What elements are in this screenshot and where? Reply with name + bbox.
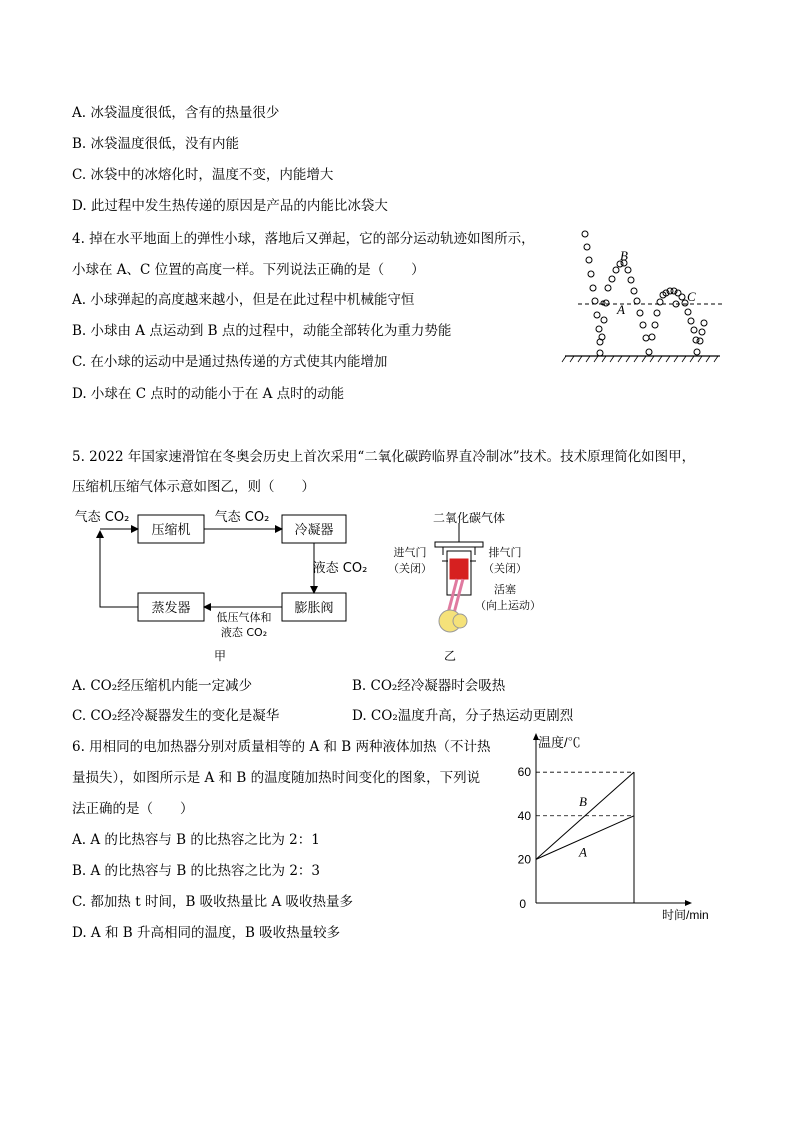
mix-label-line1: 低压气体和 [216, 611, 272, 624]
q4-option-c: C. 在小球的运动中是通过热传递的方式使其内能增加 [72, 354, 388, 370]
intake-valve-label: 进气门 [393, 546, 427, 559]
q6-option-d: D. A 和 B 升高相同的温度，B 吸收热量较多 [72, 925, 341, 941]
q3-option-a: A. 冰袋温度很低，含有的热量很少 [72, 105, 280, 121]
liquid-co2-label: 液态 CO₂ [312, 561, 368, 576]
evaporator-label: 蒸发器 [151, 601, 191, 616]
mix-label-line2: 液态 CO₂ [220, 626, 268, 639]
gas-co2-mid-label: 气态 CO₂ [214, 510, 270, 525]
y-tick-label-40: 40 [517, 808, 531, 823]
q3-option-d: D. 此过程中发生热传递的原因是产品的内能比冰袋大 [72, 198, 388, 214]
diagram-caption-jia: 甲 [213, 649, 227, 663]
co2-gas-label: 二氧化碳气体 [432, 511, 506, 525]
series-label-b: B [579, 793, 587, 809]
temperature-chart [500, 732, 730, 932]
q5-option-a: A. CO₂经压缩机内能一定减少 [72, 678, 253, 694]
q5-option-b: B. CO₂经冷凝器时会吸热 [352, 678, 506, 694]
label-a: A [617, 302, 625, 317]
q4-stem-line1: 4. 掉在水平地面上的弹性小球，落地后又弹起，它的部分运动轨迹如图所示， [72, 231, 535, 247]
x-axis-label: 时间/min [662, 908, 709, 922]
exhaust-valve-state: （关闭） [483, 562, 527, 575]
q6-option-b: B. A 的比热容与 B 的比热容之比为 2：3 [72, 863, 321, 879]
co2-cycle-diagram [70, 505, 390, 665]
condenser-label: 冷凝器 [294, 523, 334, 538]
series-label-a: A [579, 844, 587, 860]
q4-option-a: A. 小球弹起的高度越来越小，但是在此过程中机械能守恒 [72, 292, 415, 308]
piston-motion-label: （向上运动） [475, 599, 541, 612]
intake-valve-state: （关闭） [388, 562, 432, 575]
bounce-figure [560, 225, 725, 365]
q6-stem-line1: 6. 用相同的电加热器分别对质量相等的 A 和 B 两种液体加热（不计热 [72, 739, 491, 755]
q6-stem-line2: 量损失），如图所示是 A 和 B 的温度随加热时间变化的图象，下列说 [72, 770, 481, 786]
q6-option-c: C. 都加热 t 时间，B 吸收热量比 A 吸收热量多 [72, 894, 353, 910]
compressor-label: 压缩机 [151, 523, 191, 538]
q5-stem-line2: 压缩机压缩气体示意如图乙，则（ ） [72, 479, 315, 495]
piston-red [450, 559, 468, 579]
gas-co2-in-label: 气态 CO₂ [74, 510, 130, 525]
q6-stem-line3: 法正确的是（ ） [72, 801, 194, 817]
ground-hatching [562, 356, 718, 362]
q6-option-a: A. A 的比热容与 B 的比热容之比为 2：1 [72, 832, 320, 848]
q4-option-d: D. 小球在 C 点时的动能小于在 A 点时的动能 [72, 386, 345, 402]
piston-diagram [385, 505, 555, 665]
q3-option-b: B. 冰袋温度很低，没有内能 [72, 136, 240, 152]
x-axis-arrow [685, 900, 692, 906]
q5-stem-line1: 5. 2022 年国家速滑馆在冬奥会历史上首次采用“二氧化碳跨临界直冷制冰”技术。技术原理简化如图甲， [72, 449, 696, 465]
q4-stem-line2: 小球在 A、C 位置的高度一样。下列说法正确的是（ ） [72, 262, 425, 278]
origin-label: 0 [519, 897, 526, 911]
y-tick-label-20: 20 [517, 852, 531, 867]
q5-option-d: D. CO₂温度升高，分子热运动更剧烈 [352, 708, 574, 724]
label-b: B [620, 248, 628, 263]
exhaust-valve-label: 排气门 [488, 546, 522, 559]
label-c: C [687, 289, 696, 304]
y-tick-label-60: 60 [517, 765, 531, 780]
y-axis-label: 温度/℃ [538, 735, 581, 750]
q3-option-c: C. 冰袋中的冰熔化时，温度不变，内能增大 [72, 167, 334, 183]
q5-option-c: C. CO₂经冷凝器发生的变化是凝华 [72, 708, 280, 724]
expansion-valve-label: 膨胀阀 [294, 601, 334, 616]
diagram-caption-yi: 乙 [443, 649, 457, 663]
cylinder-head [435, 542, 483, 547]
piston-label: 活塞 [494, 583, 516, 596]
q4-option-b: B. 小球由 A 点运动到 B 点的过程中，动能全部转化为重力势能 [72, 323, 452, 339]
